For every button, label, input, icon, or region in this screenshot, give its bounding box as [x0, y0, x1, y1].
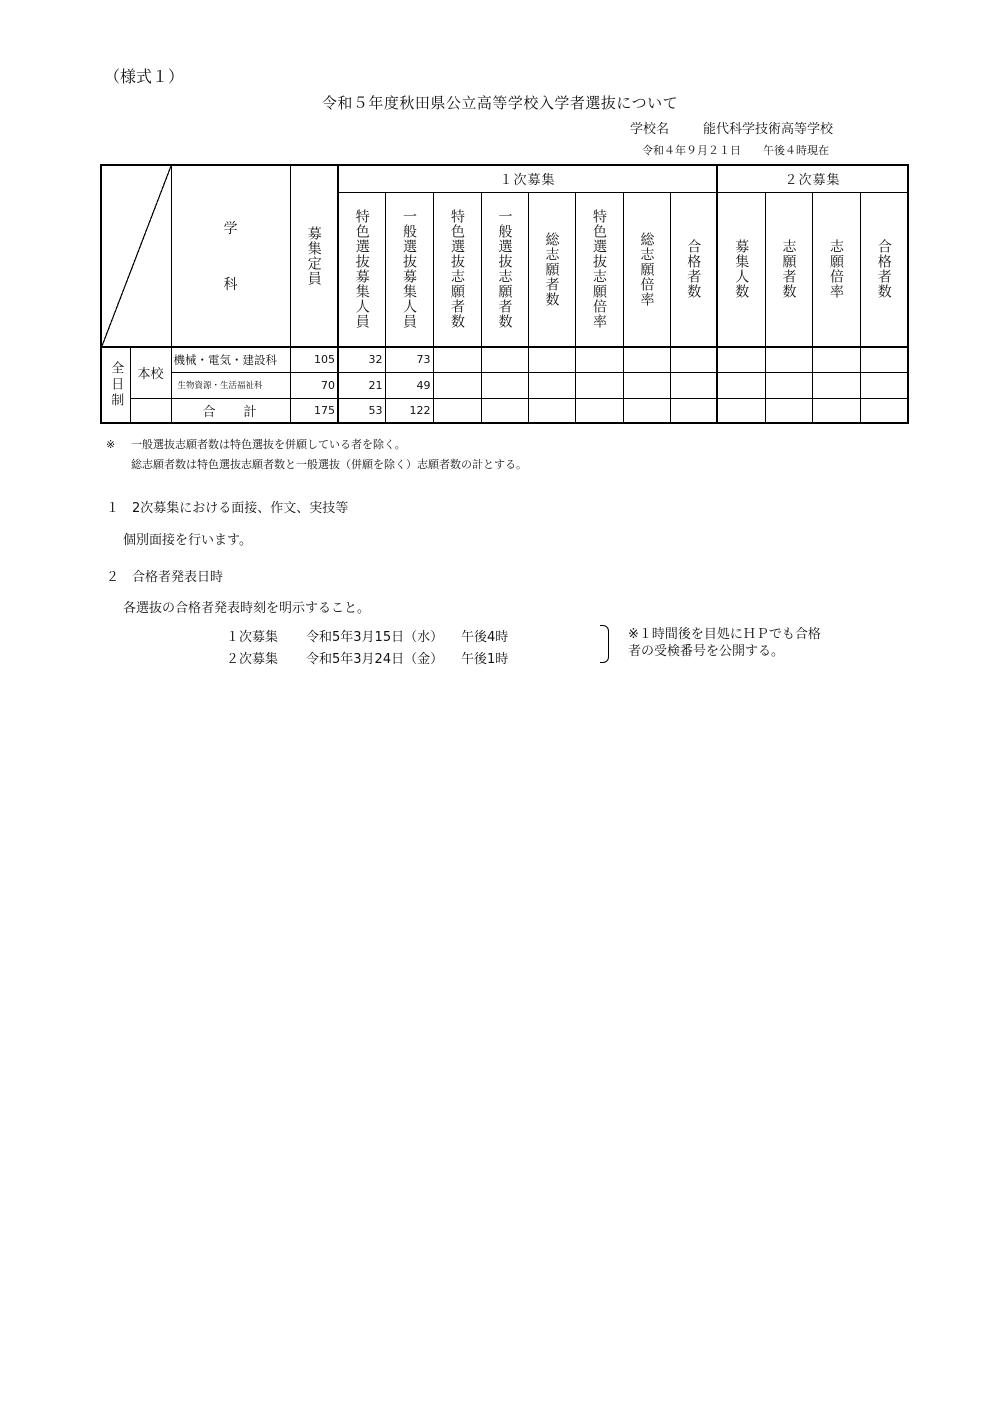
- section2-body: 各選抜の合格者発表時刻を明示すること。: [123, 601, 371, 616]
- section2-heading: ２ 合格者発表日時: [106, 570, 224, 585]
- subject-header-2: 科: [223, 277, 238, 293]
- col-round2-passed: 合格者数: [860, 192, 908, 347]
- subject-header-1: 学: [223, 221, 238, 237]
- diagonal-corner: [101, 165, 171, 347]
- note-line-2: 総志願者数は特色選抜志願者数と一般選抜（併願を除く）志願者数の計とする。: [131, 458, 527, 471]
- section1-body: 個別面接を行います。: [123, 533, 252, 548]
- date-value: 令和４年９月２１日: [642, 144, 741, 157]
- system-cell: 全日制: [101, 347, 130, 423]
- applicant-table: [100, 164, 909, 424]
- page-title: 令和５年度秋田県公立高等学校入学者選抜について: [321, 94, 679, 112]
- capacity-value: 70: [290, 372, 338, 398]
- total-ippan: 122: [385, 398, 433, 423]
- time-value: 午後４時現在: [763, 144, 829, 157]
- col-round2-ratio: 志願倍率: [812, 192, 860, 347]
- announcement-round1: １次募集 令和5年3月15日（水） 午後4時: [226, 630, 509, 645]
- form-label: （様式１）: [104, 67, 185, 86]
- col-tokushoku-applicants: 特色選抜志願者数: [433, 192, 481, 347]
- capacity-header: 募集定員: [290, 165, 338, 347]
- as-of-date: [642, 142, 851, 158]
- col-round1-passed: 合格者数: [670, 192, 717, 347]
- ippan-value: 49: [385, 372, 433, 398]
- school-name: 能代科学技術高等学校: [703, 122, 834, 137]
- total-row: [101, 398, 908, 423]
- col-ippan-applicants: 一般選抜志願者数: [481, 192, 528, 347]
- right-brace-icon: [600, 625, 609, 663]
- subject-header: [171, 165, 290, 347]
- campus-cell: 本校: [130, 347, 171, 398]
- table-row: [101, 347, 908, 372]
- col-tokushoku-capacity: 特色選抜募集人員: [338, 192, 385, 347]
- col-round2-capacity: 募集人数: [717, 192, 765, 347]
- round1-header: １次募集: [338, 165, 717, 192]
- subject-name: 機械・電気・建設科: [171, 347, 290, 372]
- announcement-round2: ２次募集 令和5年3月24日（金） 午後1時: [226, 652, 509, 667]
- tokushoku-value: 21: [338, 372, 385, 398]
- col-tokushoku-ratio: 特色選抜志願倍率: [575, 192, 623, 347]
- hp-note: ※１時間後を目処にＨＰでも合格 者の受検番号を公開する。: [628, 627, 821, 659]
- subject-name: 生物資源・生活福祉科: [171, 372, 290, 398]
- col-total-ratio: 総志願倍率: [623, 192, 670, 347]
- total-label: 合 計: [171, 398, 290, 423]
- capacity-value: 105: [290, 347, 338, 372]
- col-ippan-capacity: 一般選抜募集人員: [385, 192, 433, 347]
- note-line-1: ※ 一般選抜志願者数は特色選抜を併願している者を除く。: [106, 438, 406, 451]
- school-label: 学校名: [630, 122, 670, 137]
- school-line: [630, 118, 867, 137]
- col-total-applicants: 総志願者数: [528, 192, 575, 347]
- ippan-value: 73: [385, 347, 433, 372]
- total-capacity: 175: [290, 398, 338, 423]
- table-row: [101, 372, 908, 398]
- total-tokushoku: 53: [338, 398, 385, 423]
- tokushoku-value: 32: [338, 347, 385, 372]
- section1-heading: １ 2次募集における面接、作文、実技等: [106, 501, 349, 516]
- col-round2-applicants: 志願者数: [765, 192, 812, 347]
- round2-header: ２次募集: [717, 165, 908, 192]
- note-mark: ※: [106, 438, 116, 451]
